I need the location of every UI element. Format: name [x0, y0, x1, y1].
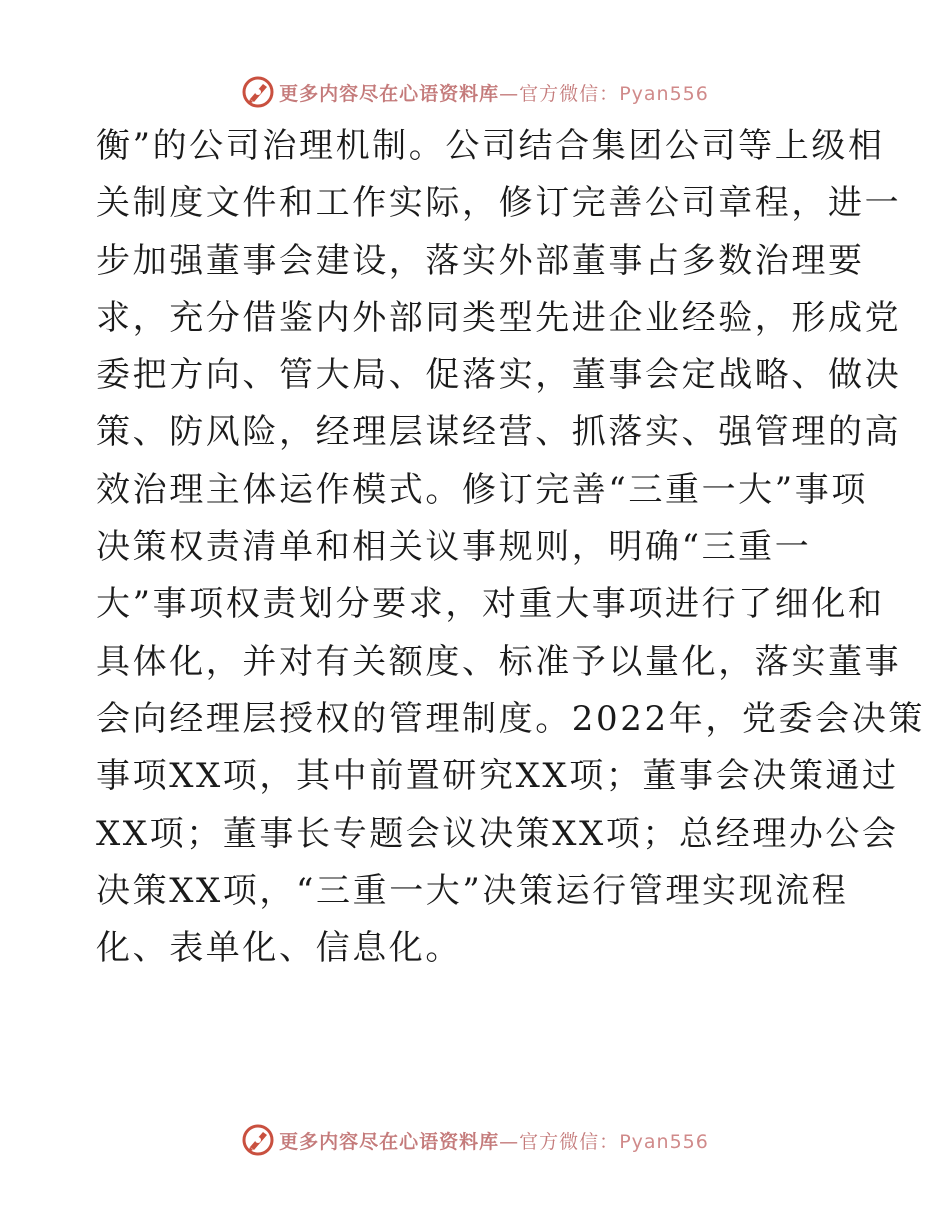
watermark-wechat-label: 官方微信： — [519, 82, 620, 105]
body-line: 决策权责清单和相关议事规则，明确“三重一 — [96, 527, 812, 568]
watermark-separator: — — [499, 82, 520, 105]
document-body — [96, 118, 925, 977]
body-line: 委把方向、管大局、促落实，董事会定战略、做决 — [96, 355, 902, 396]
body-line: XX项；董事长专题会议决策XX项；总经理办公会 — [96, 813, 899, 854]
watermark-wechat-label: 官方微信： — [519, 1130, 620, 1153]
body-line: 大”事项权责划分要求，对重大事项进行了细化和 — [96, 584, 885, 625]
watermark-text — [279, 1127, 709, 1154]
watermark-main: 更多内容尽在心语资料库 — [279, 1130, 500, 1153]
footer-watermark — [0, 1120, 950, 1160]
body-line: 效治理主体运作模式。修订完善“三重一大”事项 — [96, 469, 868, 510]
body-line: 具体化，并对有关额度、标准予以量化，落实董事 — [96, 641, 902, 682]
watermark-separator: — — [499, 1130, 520, 1153]
body-line: 会向经理层授权的管理制度。2022年，党委会决策 — [96, 698, 925, 739]
body-line: 策、防风险，经理层谋经营、抓落实、强管理的高 — [96, 412, 902, 453]
body-line: 化、表单化、信息化。 — [96, 928, 462, 969]
watermark-wechat-id: Pyan556 — [619, 1130, 709, 1153]
watermark-wechat-id: Pyan556 — [619, 82, 709, 105]
body-line: 事项XX项，其中前置研究XX项；董事会决策通过 — [96, 756, 899, 797]
body-line: 求，充分借鉴内外部同类型先进企业经验，形成党 — [96, 297, 902, 338]
body-line: 决策XX项，“三重一大”决策运行管理实现流程 — [96, 870, 849, 911]
body-line: 关制度文件和工作实际，修订完善公司章程，进一 — [96, 183, 902, 224]
pen-seal-logo-icon — [241, 75, 275, 109]
watermark-text — [279, 79, 709, 106]
watermark-main: 更多内容尽在心语资料库 — [279, 82, 500, 105]
header-watermark — [0, 72, 950, 112]
pen-seal-logo-icon — [241, 1123, 275, 1157]
body-line: 步加强董事会建设，落实外部董事占多数治理要 — [96, 240, 865, 281]
body-line: 衡”的公司治理机制。公司结合集团公司等上级相 — [96, 126, 885, 166]
